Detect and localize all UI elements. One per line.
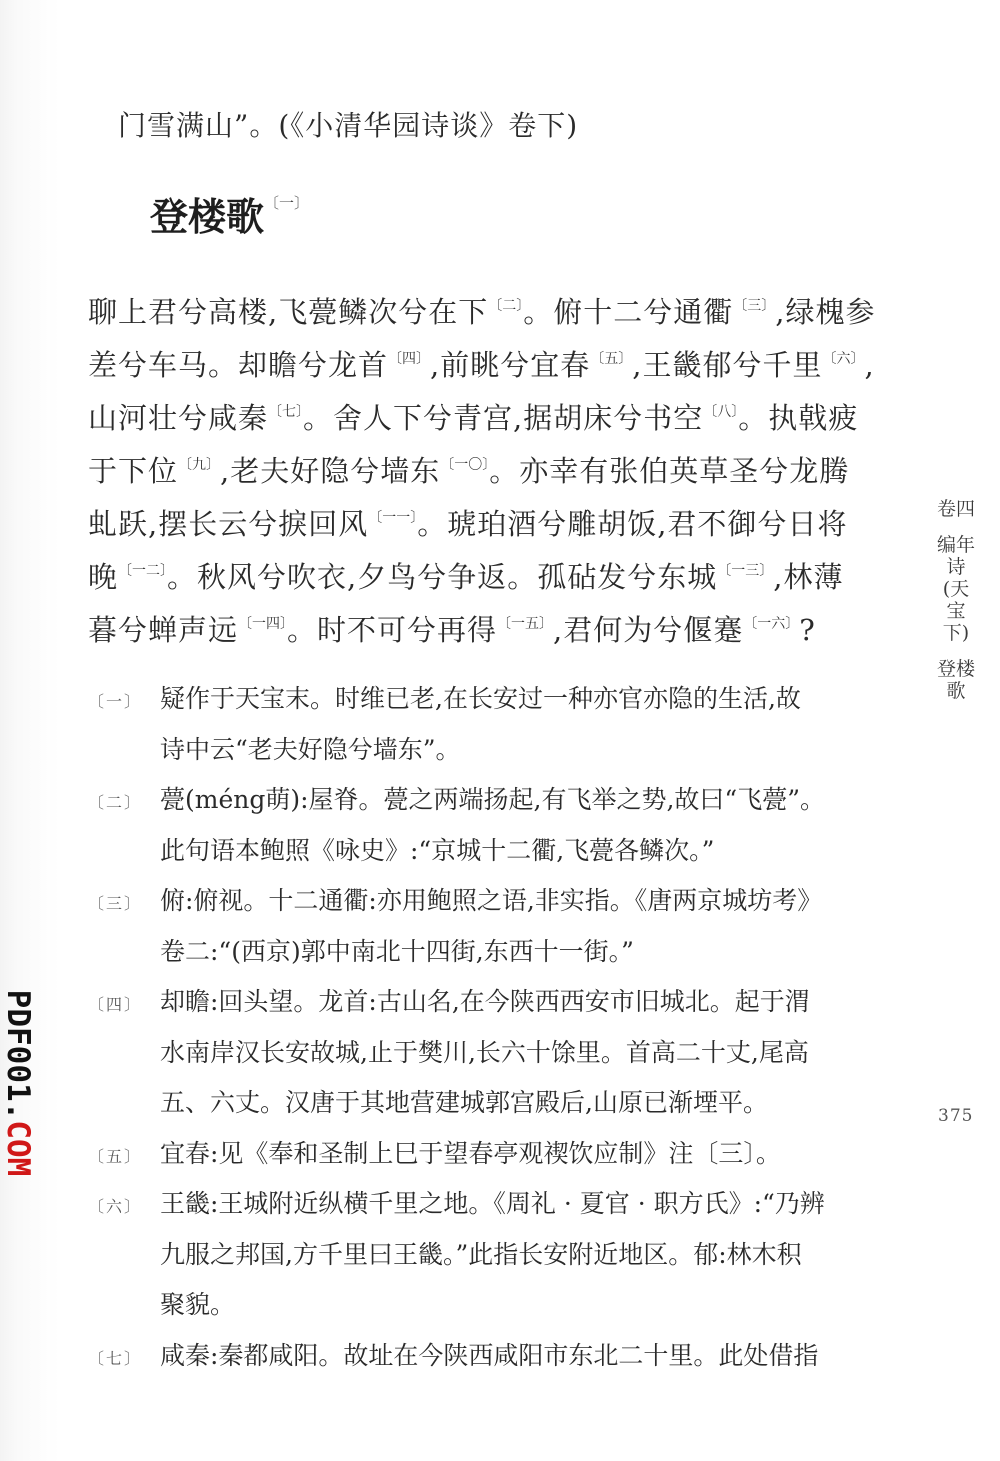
poem-title xyxy=(150,186,309,241)
footnote-ref: 〔一六〕 xyxy=(743,616,800,632)
poem-text: ,前眺兮宜春 xyxy=(430,348,591,382)
footnote-ref: 〔九〕 xyxy=(178,457,221,473)
footnote-text: 王畿:王城附近纵横千里之地。《周礼 · 夏官 · 职方氏》:“乃辨 xyxy=(160,1189,825,1218)
footnote-ref: 〔八〕 xyxy=(703,404,739,420)
footnote-line xyxy=(88,977,908,1028)
footnote-text: 宜春:见《奉和圣制上巳于望春亭观禊饮应制》注〔三〕。 xyxy=(160,1138,781,1168)
poem-text: 。舍人下兮青宫,据胡床兮书空 xyxy=(303,401,704,435)
running-head-volume: 卷四 xyxy=(936,498,975,520)
footnote-line xyxy=(88,674,908,725)
poem-line xyxy=(88,280,900,333)
poem-line xyxy=(88,386,900,439)
page-number: 375 xyxy=(938,1106,974,1126)
footnote-marker: 〔六〕 xyxy=(88,1197,143,1216)
poem-text: , xyxy=(864,348,875,382)
running-head-title: 登楼歌 xyxy=(936,658,975,702)
poem-text: 虬跃,摆长云兮捩回风 xyxy=(88,507,369,541)
title-footnote-ref: 〔一〕 xyxy=(264,194,310,212)
footnote-marker: 〔一〕 xyxy=(88,692,143,711)
poem-text: ,林薄 xyxy=(773,560,844,594)
watermark xyxy=(0,983,36,1183)
poem-line xyxy=(88,333,900,386)
footnote-line xyxy=(88,927,908,978)
poem-text: ,老夫好隐兮墙东 xyxy=(220,454,441,488)
footnote-text: 诗中云“老夫好隐兮墙东”。 xyxy=(160,734,461,764)
watermark-prefix: PDF001. xyxy=(0,989,36,1121)
poem-text: 晚 xyxy=(88,560,119,594)
footnote-ref: 〔一四〕 xyxy=(238,616,288,632)
poem-text: 。秋风兮吹衣,夕鸟兮争返。孤砧发兮东城 xyxy=(167,560,718,594)
footnote-ref: 〔四〕 xyxy=(388,351,431,367)
footnote-text: 水南岸汉长安故城,止于樊川,长六十馀里。首高二十丈,尾高 xyxy=(160,1037,809,1067)
footnote-text: 聚貌。 xyxy=(160,1290,236,1319)
poem-text: 差兮车马。却瞻兮龙首 xyxy=(88,348,389,382)
footnote-text: 甍(méng萌):屋脊。甍之两端扬起,有飞举之势,故曰“飞甍”。 xyxy=(160,785,825,814)
footnote-line xyxy=(88,725,908,776)
footnote-ref: 〔五〕 xyxy=(590,351,633,367)
poem-text: 聊上君兮高楼,飞甍鳞次兮在下 xyxy=(88,295,489,329)
poem-title-text: 登楼歌 xyxy=(150,194,265,239)
poem-text: ? xyxy=(799,613,816,647)
poem-text: 暮兮蝉声远 xyxy=(88,613,239,647)
poem-text: 。琥珀酒兮雕胡饭,君不御兮日将 xyxy=(417,507,848,541)
footnote-text: 疑作于天宝末。时维已老,在长安过一种亦官亦隐的生活,故 xyxy=(160,684,801,713)
previous-text-tail: 门雪满山”。(《小清华园诗谈》卷下) xyxy=(118,109,579,142)
poem-text: ,绿槐参 xyxy=(775,295,876,329)
footnote-ref: 〔一三〕 xyxy=(717,563,774,579)
footnote-marker: 〔三〕 xyxy=(88,894,143,913)
watermark-suffix: COM xyxy=(0,1120,36,1177)
footnote-text: 俯:俯视。十二通衢:亦用鲍照之语,非实指。《唐两京城坊考》 xyxy=(160,886,823,915)
footnote-line xyxy=(88,1179,908,1230)
poem-text: ,王畿郁兮千里 xyxy=(632,348,823,382)
footnote-line xyxy=(88,1078,908,1129)
footnote-line xyxy=(88,1331,908,1382)
footnote-text: 五、六丈。汉唐于其地营建城郭宫殿后,山原已渐堙平。 xyxy=(160,1088,768,1117)
running-head-section: 编年诗(天宝下) xyxy=(936,534,975,644)
poem-text: 。俯十二兮通衢 xyxy=(523,295,734,329)
footnote-line xyxy=(88,775,908,826)
footnote-marker: 〔五〕 xyxy=(88,1146,143,1166)
poem-text: 于下位 xyxy=(88,454,179,488)
poem-text: ,君何为兮偃蹇 xyxy=(553,613,744,647)
footnote-line xyxy=(88,1028,908,1079)
poem-text: 。时不可兮再得 xyxy=(287,613,498,647)
poem-text: 山河壮兮咸秦 xyxy=(88,401,269,435)
footnote-ref: 〔七〕 xyxy=(268,404,304,420)
footnote-text: 咸秦:秦都咸阳。故址在今陕西咸阳市东北二十里。此处借指 xyxy=(160,1340,819,1370)
footnote-line xyxy=(88,826,908,877)
poem-line xyxy=(88,439,900,492)
poem-line xyxy=(88,545,900,598)
footnote-ref: 〔二〕 xyxy=(488,298,524,314)
footnote-marker: 〔七〕 xyxy=(88,1348,143,1368)
footnote-text: 此句语本鲍照《咏史》:“京城十二衢,飞甍各鳞次。” xyxy=(160,835,715,865)
poem-text: 。执戟疲 xyxy=(738,401,859,435)
footnote-line xyxy=(88,1230,908,1281)
footnote-text: 却瞻:回头望。龙首:古山名,在今陕西西安市旧城北。起于渭 xyxy=(160,987,810,1016)
footnote-text: 卷二:“(西京)郭中南北十四街,东西十一街。” xyxy=(160,936,634,966)
footnote-line xyxy=(88,1129,908,1180)
running-head xyxy=(936,498,976,702)
footnote-ref: 〔一〇〕 xyxy=(440,457,490,473)
footnote-ref: 〔一一〕 xyxy=(368,510,418,526)
poem-text: 。亦幸有张伯英草圣兮龙腾 xyxy=(489,454,850,488)
footnote-ref: 〔六〕 xyxy=(822,351,865,367)
footnote-marker: 〔二〕 xyxy=(88,793,143,812)
footnote-line xyxy=(88,876,908,927)
footnotes xyxy=(88,674,908,1381)
footnote-ref: 〔三〕 xyxy=(733,298,776,314)
footnote-ref: 〔一二〕 xyxy=(118,563,168,579)
poem-line xyxy=(88,598,900,651)
footnote-text: 九服之邦国,方千里曰王畿。”此指长安附近地区。郁:林木积 xyxy=(160,1239,802,1269)
footnote-marker: 〔四〕 xyxy=(88,995,143,1014)
footnote-ref: 〔一五〕 xyxy=(497,616,554,632)
poem-line xyxy=(88,492,900,545)
poem-body xyxy=(88,280,900,651)
footnote-line xyxy=(88,1280,908,1331)
